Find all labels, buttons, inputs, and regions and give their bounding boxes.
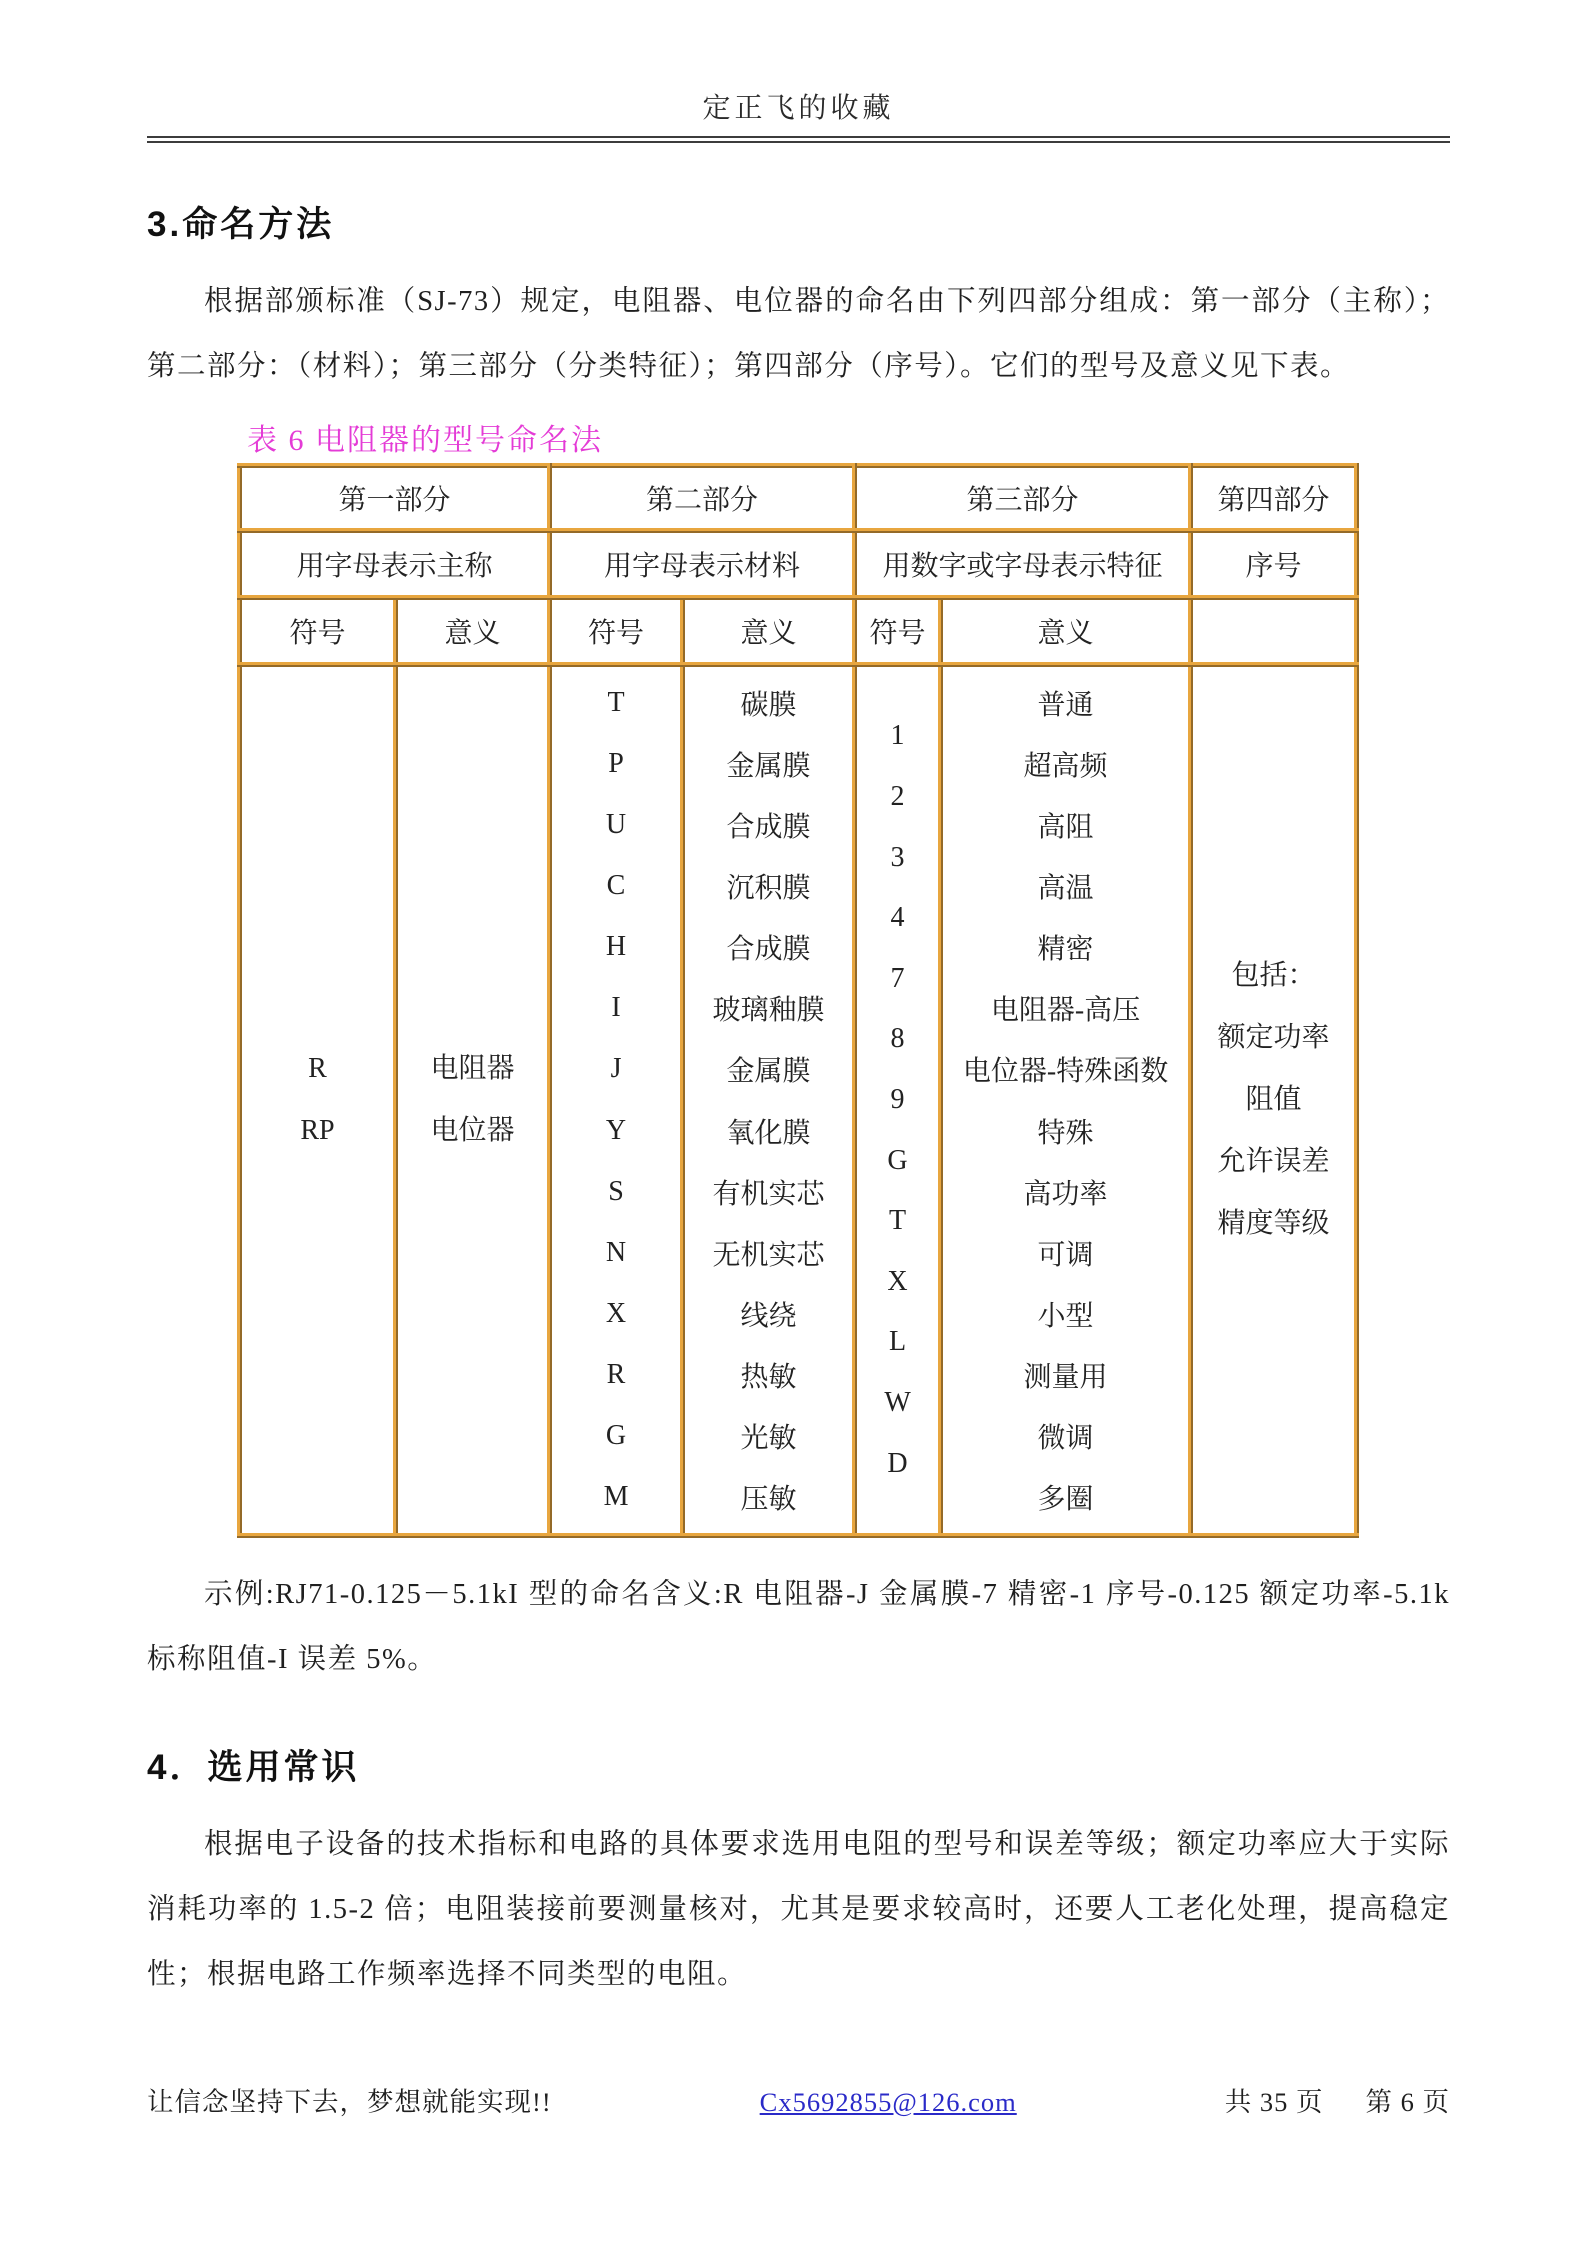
cell-line: 有机实芯 — [712, 1178, 825, 1210]
cell-line: 热敏 — [740, 1362, 797, 1394]
cell-line: 电阻器-高压 — [990, 995, 1141, 1027]
part2-symbols-cell — [550, 665, 683, 1536]
table-row — [240, 531, 1357, 598]
subheader-symbol: 符号 — [240, 598, 396, 665]
footer-page-info — [1225, 2080, 1450, 2119]
table-row — [240, 598, 1357, 665]
page-header-title: 定正飞的收藏 — [702, 93, 895, 124]
cell-line: 小型 — [1037, 1300, 1094, 1332]
cell-line: U — [605, 808, 627, 840]
cell-line: 高功率 — [1023, 1178, 1108, 1210]
cell-line: X — [605, 1297, 627, 1329]
cell-line: S — [608, 1175, 624, 1207]
example-paragraph: 示例:RJ71-0.125－5.1kI 型的命名含义:R 电阻器-J 金属膜-7 精密-1 序号-0.125 额定功率-5.1k 标称阻值-I 误差 5%。 — [147, 1579, 1450, 1675]
part2-meanings-cell — [683, 665, 855, 1536]
cell-line: N — [605, 1236, 627, 1268]
cell-line: R — [308, 1053, 327, 1084]
cell-line: 额定功率 — [1217, 1022, 1330, 1053]
cell-line: Y — [605, 1114, 627, 1146]
cell-line: H — [605, 931, 627, 963]
part1-meanings-cell — [396, 665, 550, 1536]
cell-line: 4 — [890, 902, 905, 934]
cell-line: 电位器 — [430, 1115, 515, 1146]
cell-line: L — [888, 1326, 907, 1358]
cell-line: 7 — [890, 962, 905, 994]
cell-line: 高温 — [1037, 872, 1094, 904]
footer-email-wrap — [552, 2087, 1225, 2118]
cell-line: 线绕 — [740, 1300, 797, 1332]
part3-header: 第三部分 — [855, 466, 1191, 531]
header-rule — [147, 136, 1450, 143]
subheader-meaning: 意义 — [396, 598, 550, 665]
table-body-row — [240, 665, 1357, 1536]
cell-line: 8 — [890, 1023, 905, 1055]
cell-line: 合成膜 — [726, 811, 811, 843]
cell-line: 沉积膜 — [726, 872, 811, 904]
cell-line: T — [607, 686, 625, 718]
cell-line: P — [608, 747, 624, 779]
cell-line: G — [605, 1420, 627, 1452]
cell-line: 金属膜 — [726, 1056, 811, 1088]
cell-line: 可调 — [1037, 1239, 1094, 1271]
cell-line: 电阻器 — [430, 1053, 515, 1084]
part4-header: 第四部分 — [1191, 466, 1357, 531]
subheader-symbol: 符号 — [855, 598, 941, 665]
cell-line: 光敏 — [740, 1423, 797, 1455]
cell-line: M — [603, 1481, 629, 1513]
cell-line: 1 — [890, 720, 905, 752]
subheader-meaning: 意义 — [683, 598, 855, 665]
cell-line: D — [887, 1447, 908, 1479]
cell-line: J — [610, 1053, 622, 1085]
cell-line: 压敏 — [740, 1484, 797, 1516]
footer-motto: 让信念坚持下去，梦想就能实现!! — [147, 2087, 552, 2117]
page-footer — [147, 2080, 1450, 2119]
cell-line: 允许误差 — [1217, 1146, 1330, 1177]
part2-header: 第二部分 — [550, 466, 855, 531]
part3-desc: 用数字或字母表示特征 — [855, 531, 1191, 598]
table-row — [240, 466, 1357, 531]
cell-line: 无机实芯 — [712, 1239, 825, 1271]
part4-desc: 序号 — [1191, 531, 1357, 598]
current-page: 第 6 页 — [1365, 2087, 1450, 2117]
cell-line: G — [887, 1144, 908, 1176]
cell-line: I — [611, 992, 621, 1024]
section3-paragraph: 根据部颁标准（SJ-73）规定，电阻器、电位器的命名由下列四部分组成：第一部分（主称）；第二部分：（材料）；第三部分（分类特征）；第四部分（序号）。它们的型号及意义见下表。 — [147, 286, 1450, 382]
cell-line: T — [888, 1205, 907, 1237]
part3-meanings-cell — [941, 665, 1191, 1536]
cell-line: RP — [300, 1115, 335, 1146]
cell-line: 精密 — [1037, 934, 1094, 966]
part1-desc: 用字母表示主称 — [240, 531, 550, 598]
part2-desc: 用字母表示材料 — [550, 531, 855, 598]
section4-heading: 4．选用常识 — [147, 1748, 360, 1787]
cell-line: R — [606, 1359, 626, 1391]
cell-line: 精度等级 — [1217, 1208, 1330, 1239]
cell-line: W — [884, 1387, 911, 1418]
cell-line: 2 — [890, 780, 905, 812]
total-pages: 共 35 页 — [1224, 2087, 1324, 2117]
subheader-meaning: 意义 — [941, 598, 1191, 665]
cell-line: 包括： — [1231, 960, 1316, 991]
part4-includes-cell — [1191, 665, 1357, 1536]
part3-symbols-cell — [855, 665, 941, 1536]
email-link[interactable]: Cx5692855@126.com — [759, 2087, 1017, 2117]
part1-header: 第一部分 — [240, 466, 550, 531]
cell-line: 普通 — [1037, 689, 1094, 721]
section3-heading: 3.命名方法 — [147, 205, 335, 244]
cell-line: 玻璃釉膜 — [712, 995, 825, 1027]
cell-line: 超高频 — [1023, 750, 1108, 782]
cell-line: 氧化膜 — [726, 1117, 811, 1149]
cell-line: 多圈 — [1037, 1484, 1094, 1516]
cell-line: 9 — [890, 1083, 905, 1115]
section4-paragraph: 根据电子设备的技术指标和电路的具体要求选用电阻的型号和误差等级；额定功率应大于实际消耗功率的 1.5-2 倍；电阻装接前要测量核对，尤其是要求较高时，还要人工老化处理，提高稳定性；根据电路工作频率选择不同类型的电阻。 — [147, 1829, 1450, 1990]
table-caption: 表 6 电阻器的型号命名法 — [247, 424, 603, 457]
cell-line: 电位器-特殊函数 — [962, 1056, 1169, 1088]
cell-line: 3 — [890, 841, 905, 873]
part1-symbols-cell — [240, 665, 396, 1536]
naming-table-wrapper — [237, 463, 1450, 1538]
cell-line: 微调 — [1037, 1423, 1094, 1455]
cell-line: 阻值 — [1245, 1084, 1302, 1115]
cell-line: 合成膜 — [726, 934, 811, 966]
resistor-naming-table — [237, 463, 1359, 1538]
cell-line: 高阻 — [1037, 811, 1094, 843]
cell-line: C — [606, 869, 626, 901]
cell-line: X — [887, 1265, 908, 1297]
cell-line: 特殊 — [1037, 1117, 1094, 1149]
cell-line: 金属膜 — [726, 750, 811, 782]
subheader-empty — [1191, 598, 1357, 665]
cell-line: 碳膜 — [740, 689, 797, 721]
subheader-symbol: 符号 — [550, 598, 683, 665]
cell-line: 测量用 — [1023, 1362, 1108, 1394]
